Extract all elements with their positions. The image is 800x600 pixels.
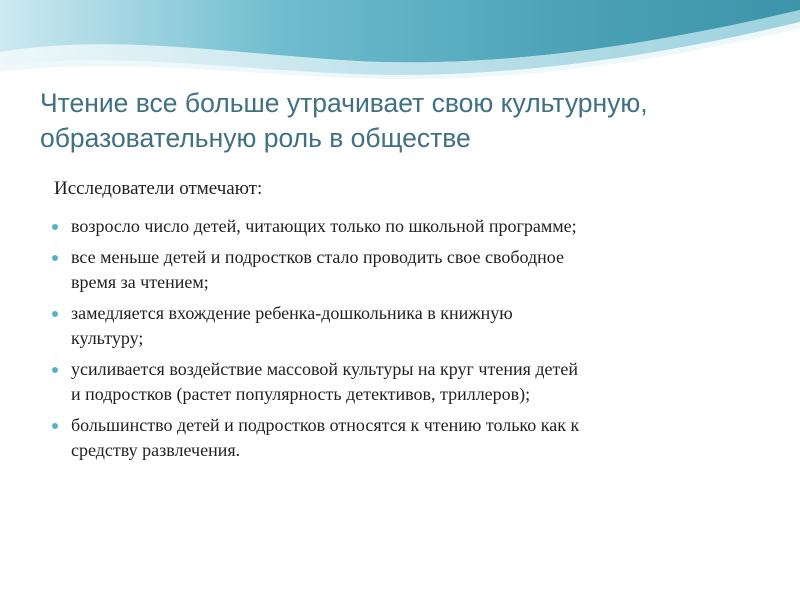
bullet-text: все меньше детей и подростков стало проводить свое свободное xyxy=(71,247,564,267)
bullet-item xyxy=(50,413,750,463)
bullet-dot-icon xyxy=(52,311,58,317)
slide-title xyxy=(40,86,770,156)
bullet-text: замедляется вхождение ребенка-дошкольника в книжную xyxy=(71,303,513,323)
bullet-item xyxy=(50,245,750,295)
header-wave-decoration xyxy=(0,0,800,80)
intro-text: Исследователи отмечают: xyxy=(54,178,263,199)
bullet-dot-icon xyxy=(52,367,58,373)
bullet-item xyxy=(50,357,750,407)
slide-title-line: образовательную роль в обществе xyxy=(40,123,471,153)
bullet-text: большинство детей и подростков относятся к чтению только как к xyxy=(71,415,580,435)
bullet-text: средству развлечения. xyxy=(71,440,241,460)
slide-title-line: Чтение все больше утрачивает свою культурную, xyxy=(40,88,648,118)
bullet-item xyxy=(50,214,750,239)
bullet-dot-icon xyxy=(52,255,58,261)
bullet-text: возросло число детей, читающих только по школьной программе; xyxy=(71,216,577,236)
bullet-text: культуру; xyxy=(71,328,144,348)
bullet-text: усиливается воздействие массовой культуры на круг чтения детей xyxy=(71,359,579,379)
bullet-text: и подростков (растет популярность детективов, триллеров); xyxy=(71,384,531,404)
bullet-dot-icon xyxy=(52,224,58,230)
bullet-text: время за чтением; xyxy=(71,272,209,292)
bullet-list xyxy=(50,214,750,469)
bullet-item xyxy=(50,301,750,351)
bullet-dot-icon xyxy=(52,423,58,429)
